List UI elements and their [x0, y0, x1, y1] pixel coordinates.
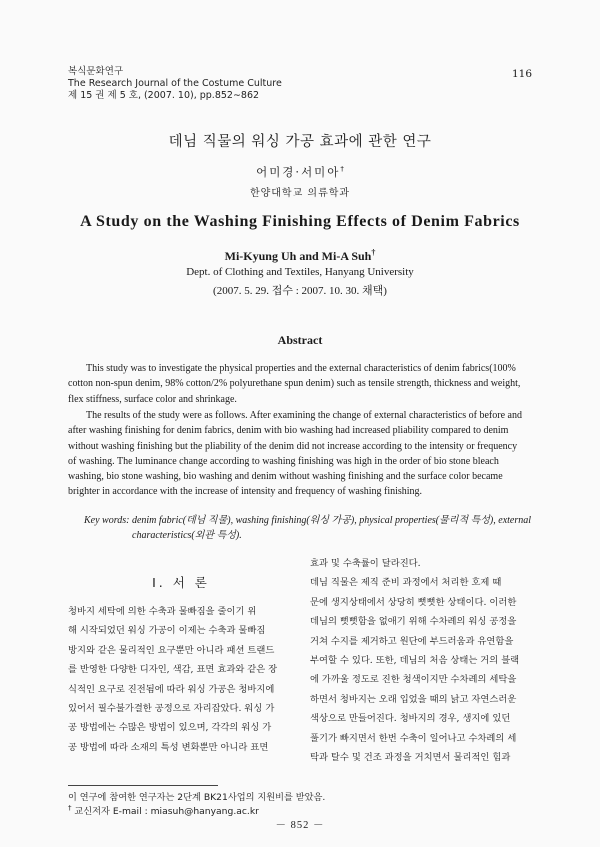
english-title: A Study on the Washing Finishing Effects of Denim Fabrics — [80, 213, 520, 230]
corresponding-mark: † — [340, 165, 344, 174]
footnote-email: 교신저자 E-mail : miasuh@hanyang.ac.kr — [71, 806, 259, 817]
keywords-line-2: characteristics(외관 특성). — [132, 530, 242, 541]
body-line: 방지와 같은 물리적인 요구뿐만 아니라 패션 트랜드 — [68, 644, 275, 656]
abstract-line: brighter in accordance with the increase of intensity and frequency of washing finishing. — [68, 486, 423, 498]
abstract-line: The results of the study were as follows. After examining the change of external characteristics of before and — [86, 410, 522, 421]
section-heading-introduction: Ⅰ. 서 론 — [152, 575, 210, 590]
korean-author-names: 어미경·서미아 — [256, 165, 341, 179]
korean-title: 데님 직물의 워싱 가공 효과에 관한 연구 — [168, 134, 432, 150]
abstract-line: without washing finishing but the pliability of the denim did not increase according to the intensity or frequency — [68, 440, 518, 452]
abstract-paragraph-1 — [68, 361, 534, 407]
abstract-line: cotton non-spun denim, 98% cotton/2% polyurethane spun denim) such as tensile strength, thickness and weight, — [68, 378, 521, 390]
footnote-mark: † — [68, 803, 72, 812]
abstract-line: after washing finishing for denim fabrics, denim with bio washing had increased pliability compared to denim — [68, 425, 509, 437]
body-line: 풀기가 빠지면서 한번 수축이 일어나고 수차례의 세 — [310, 732, 517, 744]
keywords — [84, 513, 534, 543]
body-line: 데님의 뻣뻣함을 없애기 위해 수차례의 워싱 공정을 — [310, 616, 517, 628]
received-accepted-dates: (2007. 5. 29. 접수 : 2007. 10. 30. 채택) — [213, 285, 387, 297]
keywords-line-1: Key words: denim fabric(데님 직물), washing finishing(워싱 가공), physical properties(물리적 특성), external — [84, 515, 532, 526]
corresponding-mark-en: † — [371, 248, 376, 257]
page-footer: － 852 － — [275, 820, 325, 831]
abstract-line: flex stiffness, surface color and shrinkage. — [68, 393, 237, 405]
korean-authors — [0, 164, 600, 180]
journal-name-en: The Research Journal of the Costume Culture — [68, 78, 282, 89]
body-line: 청바지 세탁에 의한 수축과 물빠짐을 줄이기 위 — [68, 606, 257, 617]
body-line: 공 방법에는 수많은 방법이 있으며, 각각의 워싱 가 — [68, 722, 272, 734]
journal-header — [68, 66, 282, 102]
body-line: 효과 및 수축률이 달라진다. — [310, 558, 421, 569]
body-line: 있어서 필수불가결한 공정으로 자리잡았다. 워싱 가 — [68, 702, 275, 714]
abstract-line: washing, bio stone washing, bio washing and denim without washing finishing and the surface color became — [68, 471, 503, 483]
footnote-divider — [68, 785, 218, 786]
right-column-text — [310, 554, 519, 767]
body-line: 해 시작되었던 워싱 가공이 이제는 수축과 물빠짐 — [68, 625, 266, 637]
body-line: 탁과 탈수 및 건조 과정을 거치면서 물리적인 힘과 — [310, 751, 511, 763]
body-line: 데님 직물은 제직 준비 과정에서 처리한 호제 때 — [310, 577, 502, 589]
body-line: 거쳐 수지를 제거하고 원단에 부드러움과 유연함을 — [310, 635, 514, 647]
body-line: 문에 생지상태에서 상당히 뻣뻣한 상태이다. 이러한 — [310, 596, 517, 608]
korean-affiliation: 한양대학교 의류학과 — [249, 188, 351, 199]
left-column-text — [68, 602, 277, 757]
journal-volume: 제 15 권 제 5 호, (2007. 10), pp.852∼862 — [68, 90, 260, 101]
footnote-funding: 이 연구에 참여한 연구자는 2단계 BK21사업의 지원비를 받았음. — [68, 792, 326, 803]
body-line: 색상으로 만들어진다. 청바지의 경우, 생지에 있던 — [310, 713, 511, 725]
footnote-corresponding — [68, 803, 259, 817]
english-authors — [0, 248, 600, 264]
page-number-top: 116 — [511, 68, 532, 80]
body-line: 부여할 수 있다. 또한, 데님의 처음 상태는 거의 블랙 — [310, 654, 520, 666]
abstract-heading: Abstract — [277, 333, 323, 347]
body-line: 하면서 청바지는 오래 입었을 때의 낡고 자연스러운 — [310, 693, 517, 705]
body-line: 에 가까울 정도로 진한 청색이지만 수차례의 세탁을 — [310, 674, 517, 686]
abstract-line: of washing. The luminance change according to washing finishing was high in the order of bio stone bleach — [68, 455, 499, 467]
english-author-names: Mi-Kyung Uh and Mi-A Suh — [224, 249, 372, 263]
body-line: 공 방법에 따라 소재의 특성 변화뿐만 아니라 표면 — [68, 741, 269, 753]
abstract-line: This study was to investigate the physical properties and the external characteristics of denim fabrics(100% — [86, 363, 516, 374]
abstract-paragraph-2 — [68, 408, 534, 500]
english-affiliation: Dept. of Clothing and Textiles, Hanyang University — [186, 266, 414, 278]
body-line: 식적인 요구로 진전됨에 따라 워싱 가공은 청바지에 — [68, 683, 275, 695]
journal-name-ko: 복식문화연구 — [68, 66, 124, 77]
body-line: 를 반영한 다양한 디자인, 색감, 표면 효과와 같은 장 — [68, 664, 278, 676]
